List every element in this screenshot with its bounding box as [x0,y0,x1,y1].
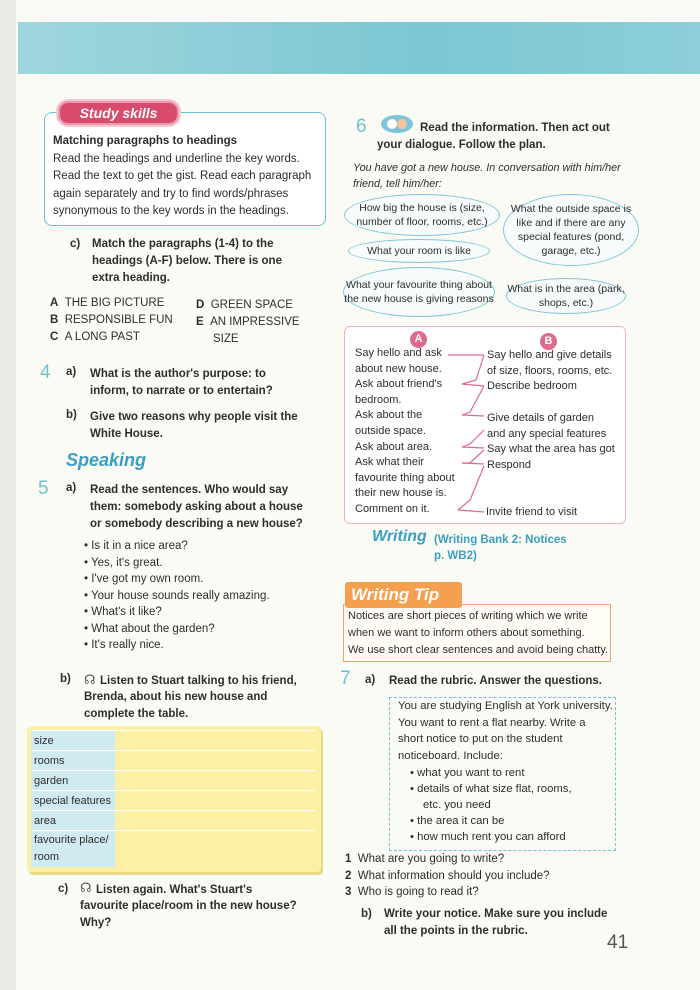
writing-bank-ref: (Writing Bank 2: Notices [434,534,567,546]
table-label [31,831,115,867]
table-row [31,730,315,751]
ex5-a-line: Read the sentences. Who would say [90,484,289,496]
ex5-c-text-cont [80,898,297,931]
ex5-b-line: Listen to Stuart talking to his friend, [100,675,297,687]
exercise-4-number: 4 [40,362,51,383]
ex5-a-label: a) [66,482,77,494]
plan-oval: What your favourite thing about the new house is giving reasons [343,267,495,317]
speaker-b-line: Say what the area has got [487,443,615,456]
question-item: 1 What are you going to write? [345,853,505,865]
ex4-b-line: White House. [90,428,163,440]
speaker-a-line: Ask about area. [355,440,433,453]
rubric-line: You want to rent a flat nearby. Write a [398,716,586,729]
ex6-intro-line: friend, tell him/her: [353,178,442,190]
list-item: • Yes, it's great. [84,555,270,572]
heading-item: D GREEN SPACE [196,299,293,311]
question-item: 2 What information should you include? [345,869,550,882]
study-skills-tag: Study skills [58,101,179,125]
table-row [31,750,315,771]
ex5-sentence-list [84,538,270,654]
writing-title: Writing [372,528,427,545]
dialogue-arrows [440,340,500,520]
ex5-b-label: b) [60,673,71,685]
rubric-bullets-2 [410,813,566,845]
ex7-b-line: Write your notice. Make sure you include [384,908,608,920]
heading-item: C A LONG PAST [50,331,140,343]
task-c-line: Match the paragraphs (1-4) to the [92,238,274,250]
tip-line: when we want to inform others about something. [348,627,585,639]
task-c-text [92,236,282,287]
plan-oval: What the outside space is like and if there are any special features (pond, garage, etc.) [503,194,639,266]
rubric-line: You are studying English at York university. [398,700,613,712]
list-item: • I've got my own room. [84,571,270,588]
study-skills-line: Read the text to get the gist. Read each paragraph [53,170,312,182]
ex4-a-text [90,366,273,400]
ex6-intro-line: You have got a new house. In conversation with him/her [353,162,621,174]
speaker-b-line: Say hello and give details [487,349,612,361]
header-band [18,22,700,74]
ex5-c-label: c) [58,883,69,895]
page-edge [0,0,16,990]
ex5-c-line: Why? [80,916,112,929]
ex7-b-line: all the points in the rubric. [384,924,528,937]
table-label: garden [31,771,115,791]
list-item: • how much rent you can afford [410,829,566,845]
page-number: 41 [607,932,629,953]
ex7-b-label: b) [361,908,372,920]
ex6-title-cont [377,137,546,154]
table-label: rooms [31,751,115,771]
ex4-b-label: b) [66,409,77,421]
ex6-title-line: Read the information. Then act out [420,122,610,134]
speaker-a-line: Ask about the [355,409,423,422]
speaker-b-badge: B [540,333,557,350]
exercise-6-number: 6 [356,116,367,137]
study-skills-line: Read the headings and underline the key words. [53,152,300,165]
task-c-line: headings (A-F) below. There is one [92,255,282,267]
speaker-a-line: Say hello and ask [355,347,442,359]
study-skills-line: synonymous to the key words in the headings. [53,205,289,217]
speaker-b-line: Respond [487,458,532,471]
table-row [31,790,315,811]
ex7-questions [345,851,550,901]
writing-tip-tag: Writing Tip [345,582,462,608]
list-item: • It's really nice. [84,637,270,654]
ex4-b-line: Give two reasons why people visit the [90,411,298,423]
ex6-title-line: your dialogue. Follow the plan. [377,139,546,151]
question-item: 3 Who is going to read it? [345,886,479,898]
headphones-icon: ☊ [80,880,92,895]
ex5-b-text [100,673,297,690]
tip-text [348,608,608,659]
speaker-b-column-2 [487,411,615,473]
study-skills-box [44,112,326,226]
speaker-a-line: about new house. [355,362,442,375]
exercise-7-number: 7 [340,668,351,689]
heading-item: E AN IMPRESSIVE [196,316,300,328]
task-c-line: extra heading. [92,272,170,284]
headphones-icon: ☊ [84,672,96,687]
table-label: area [31,811,115,831]
table-label: special features [31,791,115,811]
speaker-a-line: their new house is. [355,487,447,500]
exercise-5-number: 5 [38,478,49,499]
speaker-a-line: Ask about friend's [355,378,443,391]
ex4-a-line: inform, to narrate or to entertain? [90,385,273,397]
ex5-c-line: favourite place/room in the new house? [80,900,297,912]
speaker-a-line: Ask what their [355,456,425,469]
ex7-a-label: a) [365,674,376,686]
study-skills-line: again separately and try to find words/phrases [53,187,289,200]
speaker-b-line: Describe bedroom [487,380,577,393]
rubric-bullet-cont: etc. you need [423,799,491,811]
list-item: • the area it can be [410,813,566,829]
ex5-a-text [90,482,303,533]
ex5-a-line: them: somebody asking about a house [90,501,303,513]
task-c-label: c) [70,238,81,250]
rubric-line: short notice to put on the student [398,733,563,745]
table-row [31,830,315,867]
speaker-a-line: favourite thing about [355,471,455,484]
speaking-title: Speaking [66,450,147,470]
ex4-a-line: What is the author's purpose: to [90,368,266,380]
speaker-b-column [487,348,612,395]
heading-item: A THE BIG PICTURE [50,297,165,309]
writing-tip-box [343,604,611,662]
ex4-a-label: a) [66,366,77,378]
ex6-title [420,120,610,137]
ex5-c-line: Listen again. What's Stuart's [96,884,253,896]
list-item: • Is it in a nice area? [84,538,270,555]
table-row [31,810,315,831]
speaker-a-badge: A [410,331,427,348]
rubric-text [398,698,613,764]
table-label-line: favourite place/ [34,834,109,846]
rubric-bullets [410,765,572,797]
ex4-b-text [90,409,298,443]
list-item: • what you want to rent [410,765,572,781]
tip-line: Notices are short pieces of writing which we write [348,610,588,622]
speaker-a-line: bedroom. [355,393,402,406]
headings-col-1 [50,295,173,346]
speaker-b-line: Give details of garden [487,412,595,424]
ex5-a-line: or somebody describing a new house? [90,518,303,530]
list-item: • What's it like? [84,604,270,621]
heading-item: B RESPONSIBLE FUN [50,314,173,326]
table-label-line: room [34,851,60,863]
ex5-c-text [96,882,252,899]
speaker-b-line: and any special features [487,427,607,440]
plan-oval: What is in the area (park, shops, etc.) [506,278,626,314]
list-item: • What about the garden? [84,621,270,638]
pair-work-icon [380,114,414,134]
plan-oval: How big the house is (size, number of floor, rooms, etc.) [344,194,500,236]
heading-item: SIZE [213,333,239,345]
writing-bank-ref-2: p. WB2) [434,550,477,562]
study-skills-heading: Matching paragraphs to headings [53,135,238,147]
list-item: • Your house sounds really amazing. [84,588,270,605]
table-row [31,770,315,791]
rubric-box [389,697,616,851]
stuart-house-table [27,726,321,872]
speaker-b-line: of size, floors, rooms, etc. [487,364,613,377]
ex7-a-text: Read the rubric. Answer the questions. [389,675,603,687]
ex7-b-text [384,906,607,939]
tip-line: We use short clear sentences and avoid being chatty. [348,644,609,656]
rubric-line: noticeboard. Include: [398,749,503,762]
speaker-a-line: outside space. [355,424,426,437]
ex5-b-text-cont [84,689,267,722]
ex5-b-line: Brenda, about his new house and [84,691,268,703]
list-item: • details of what size flat, rooms, [410,781,572,797]
speaker-b-final: Invite friend to visit [486,506,578,518]
plan-oval: What your room is like [348,239,490,263]
ex5-b-line: complete the table. [84,707,189,720]
speaker-a-line: Comment on it. [355,502,430,515]
ex6-intro [353,160,621,192]
headings-col-2 [196,297,300,348]
table-label: size [31,731,115,751]
